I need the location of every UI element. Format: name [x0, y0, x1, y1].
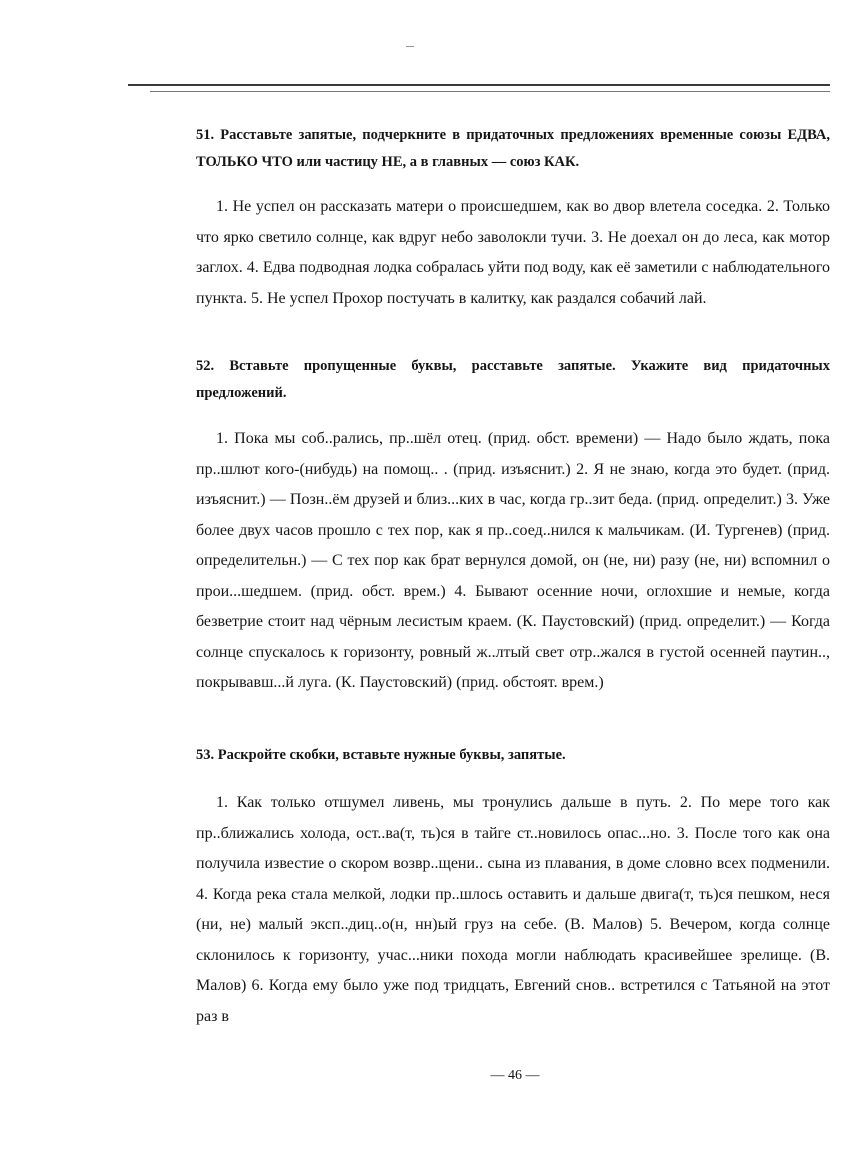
header-rule-thin [150, 91, 830, 92]
page-number: — 46 — [490, 1068, 540, 1083]
exercise-53-heading: 53. Раскройте скобки, вставьте нужные буквы, запятые. [196, 747, 566, 763]
exercise-51-heading: 51. Расставьте запятые, подчеркните в придаточных предложениях временные союзы ЕДВА, ТОЛЬКО ЧТО или частицу НЕ, а в главных — союз КАК. [196, 127, 830, 170]
header-rule [128, 84, 830, 86]
exercise-52-heading: 52. Вставьте пропущенные буквы, расставьте запятые. Укажите вид придаточных предложений. [196, 358, 830, 401]
exercise-52-text: 1. Пока мы соб..рались, пр..шёл отец. (прид. обст. времени) — Надо было ждать, пока пр..шлют кого-(нибудь) на помощ.. . (прид. изъяснит.) 2. Я не знаю, когда это будет. (прид. изъяснит.) — Позн..ём друзей и близ...ких в час, когда гр..зит беда. (прид. определит.) 3. Уже более двух часов прошло с тех пор, как я пр..соед..нился к мальчикам. (И. Тургенев) (прид. определительн.) — С тех пор как брат вернулся домой, он (не, ни) разу (не, ни) вспомнил о прои...шедшем. (прид. обст. врем.) 4. Бывают осенние ночи, оглохшие и немые, когда безветрие стоит над чёрным лесистым краем. (К. Паустовский) (прид. определит.) — Когда солнце спускалось к горизонту, ровный ж..лтый свет отр..жался в густой осенней паутин.., покрывавш...й луга. (К. Паустовский) (прид. обстоят. врем.) [196, 430, 830, 691]
scan-mark [406, 46, 414, 47]
exercise-51-text: 1. Не успел он рассказать матери о происшедшем, как во двор влетела соседка. 2. Только что ярко светило солнце, как вдруг небо заволокли тучи. 3. Не доехал он до леса, как мотор заглох. 4. Едва подводная лодка собралась уйти под воду, как её заметили с наблюдательного пункта. 5. Не успел Прохор постучать в калитку, как раздался собачий лай. [196, 198, 830, 307]
exercise-53-text: 1. Как только отшумел ливень, мы тронулись дальше в путь. 2. По мере того как пр..ближались холода, ост..ва(т, ть)ся в тайге ст..новилось опас...но. 3. После того как она получила известие о скором возвр..щени.. сына из плавания, в доме словно всех подменили. 4. Когда река стала мелкой, лодки пр..шлось оставить и дальше двига(т, ть)ся пешком, неся (ни, не) малый эксп..диц..о(н, нн)ый груз на себе. (В. Малов) 5. Вечером, когда солнце склонилось к горизонту, учас...ники похода могли наблюдать красивейшее зрелище. (В. Малов) 6. Когда ему было уже под тридцать, Евгений снов.. встретился с Татьяной на этот раз в [196, 794, 830, 1025]
